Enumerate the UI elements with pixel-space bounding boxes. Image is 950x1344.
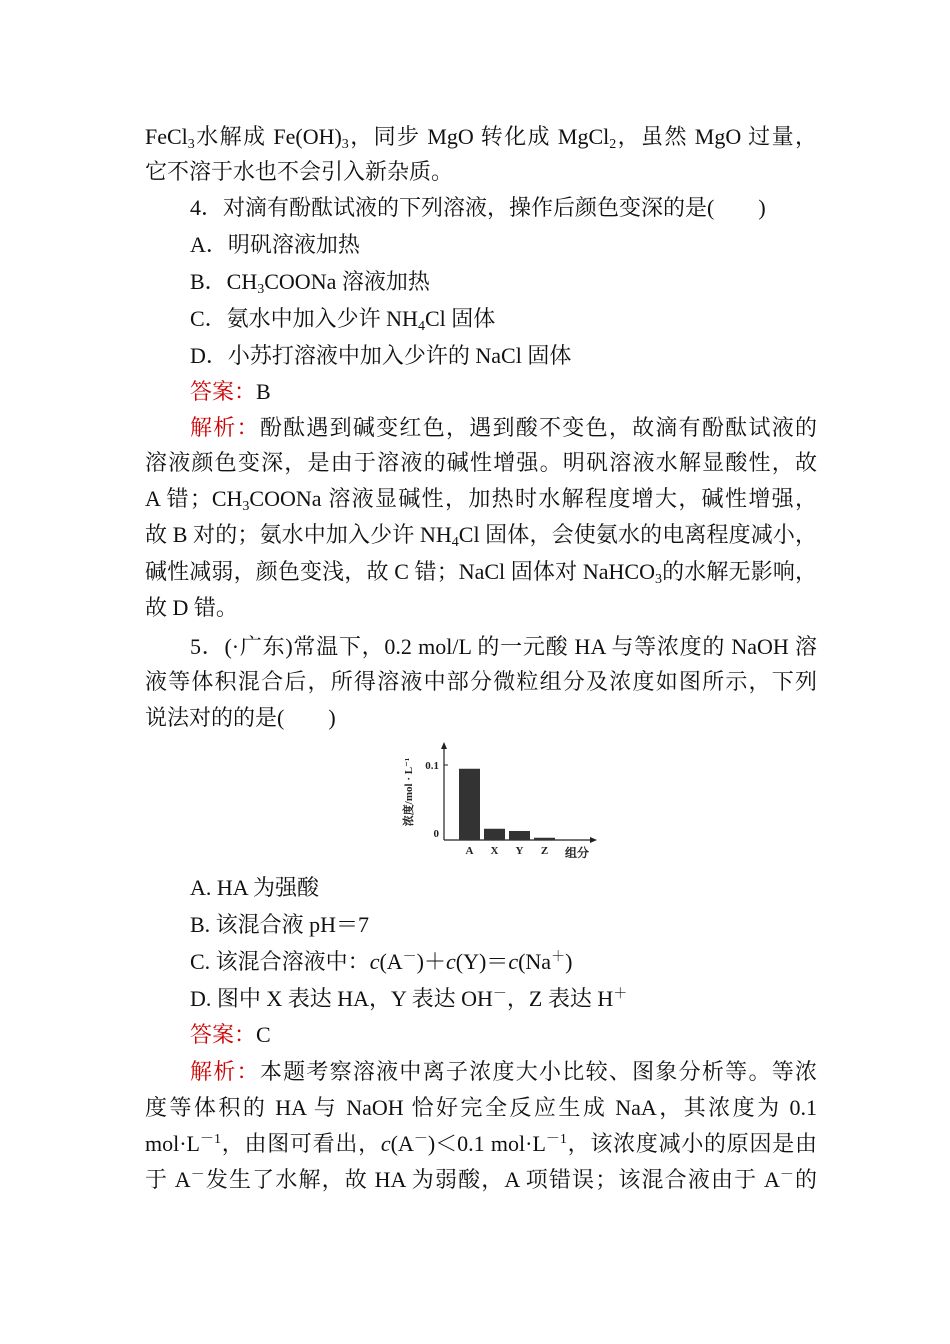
- answer-5: 答案：C: [190, 1022, 271, 1047]
- ytick-label-zero: 0: [433, 828, 439, 840]
- explanation-4-line-2: 溶液颜色变深，是由于溶液的碱性增强。明矾溶液水解显酸性，故: [145, 450, 817, 475]
- explanation-5-line-4: 于 A－发生了水解，故 HA 为弱酸，A 项错误；该混合液由于 A－的: [145, 1167, 817, 1192]
- question-5-stem-line-2: 液等体积混合后，所得溶液中部分微粒组分及浓度如图所示，下列: [145, 669, 817, 694]
- category-label-z: Z: [540, 845, 549, 857]
- answer-label: 答案：: [190, 379, 257, 404]
- explanation-4-line-1: 解析：酚酞遇到碱变红色，遇到酸不变色，故滴有酚酞试液的: [190, 415, 817, 440]
- bar-a: [459, 769, 480, 840]
- text-line-1: FeCl$_3$水解成 $Fe(OH)_3$，同步 MgO 转化成 MgCl$_2$，虽然 MgO 过量，: [145, 124, 817, 152]
- explanation-5-line-3: $mol\cdot L^{-1}$，由图可看出，c(A－)＜0.1 $mol\cdot L^{-1}$，该浓度减小的原因是由: [145, 1131, 817, 1156]
- bar-x: [484, 829, 505, 840]
- bar-z: [534, 838, 555, 840]
- question-5-option-c: C. 该混合溶液中：c(A－)＋c(Y)＝c(Na＋): [190, 949, 573, 974]
- explanation-4-line-5: 碱性减弱，颜色变浅，故 C 错；NaCl 固体对 NaHCO$_3$的水解无影响，: [145, 559, 817, 587]
- explanation-4-line-4: 故 B 对的；氨水中加入少许 $NH_4Cl$ 固体，会使氨水的电离程度减小，: [145, 522, 817, 550]
- explanation-5-line-1: 解析：本题考察溶液中离子浓度大小比较、图象分析等。等浓: [190, 1059, 817, 1084]
- question-4-option-d: D．小苏打溶液中加入少许的 NaCl 固体: [190, 343, 572, 368]
- question-4-option-c: C．氨水中加入少许 $NH_4Cl$ 固体: [190, 306, 496, 334]
- text-line-2: 它不溶于水也不会引入新杂质。: [145, 159, 454, 184]
- question-5-stem-line-3: 说法对的的是( ): [145, 705, 336, 730]
- chart-xlabel: 组分: [565, 846, 590, 860]
- question-4-option-a: A．明矾溶液加热: [190, 232, 360, 257]
- question-5-stem-line-1: 5．(·广东)常温下，0.2 mol/L 的一元酸 HA 与等浓度的 NaOH 溶: [190, 634, 817, 659]
- category-label-x: X: [490, 845, 499, 857]
- explanation-5-line-2: 度等体积的 HA 与 NaOH 恰好完全反应生成 NaA，其浓度为 0.1: [145, 1095, 817, 1120]
- explanation-label: 解析：: [190, 415, 260, 440]
- ytick-label-top: 0.1: [425, 760, 439, 772]
- question-5-option-d: D. 图中 X 表达 HA，Y 表达 OH－，Z 表达 H＋: [190, 986, 628, 1011]
- category-label-a: A: [465, 845, 474, 857]
- chart-ylabel: 浓度/mol · L⁻¹: [403, 757, 415, 827]
- concentration-bar-chart: [400, 740, 600, 864]
- bar-y: [509, 831, 530, 840]
- explanation-4-line-3: A 错；$CH_3COONa$ 溶液显碱性，加热时水解程度增大，碱性增强，: [145, 486, 817, 514]
- question-4-option-b: B．$CH_3COONa$ 溶液加热: [190, 269, 430, 297]
- explanation-4-line-6: 故 D 错。: [145, 595, 238, 620]
- y-axis-arrow: [441, 742, 447, 749]
- category-label-y: Y: [515, 845, 524, 857]
- answer-label: 答案：: [190, 1022, 257, 1047]
- x-axis-arrow: [590, 837, 597, 843]
- explanation-label: 解析：: [190, 1059, 260, 1084]
- question-5-option-b: B. 该混合液 pH＝7: [190, 912, 370, 937]
- question-4-stem: 4．对滴有酚酞试液的下列溶液，操作后颜色变深的是( ): [190, 195, 766, 220]
- answer-4: 答案：B: [190, 379, 271, 404]
- question-5-option-a: A. HA 为强酸: [190, 875, 319, 900]
